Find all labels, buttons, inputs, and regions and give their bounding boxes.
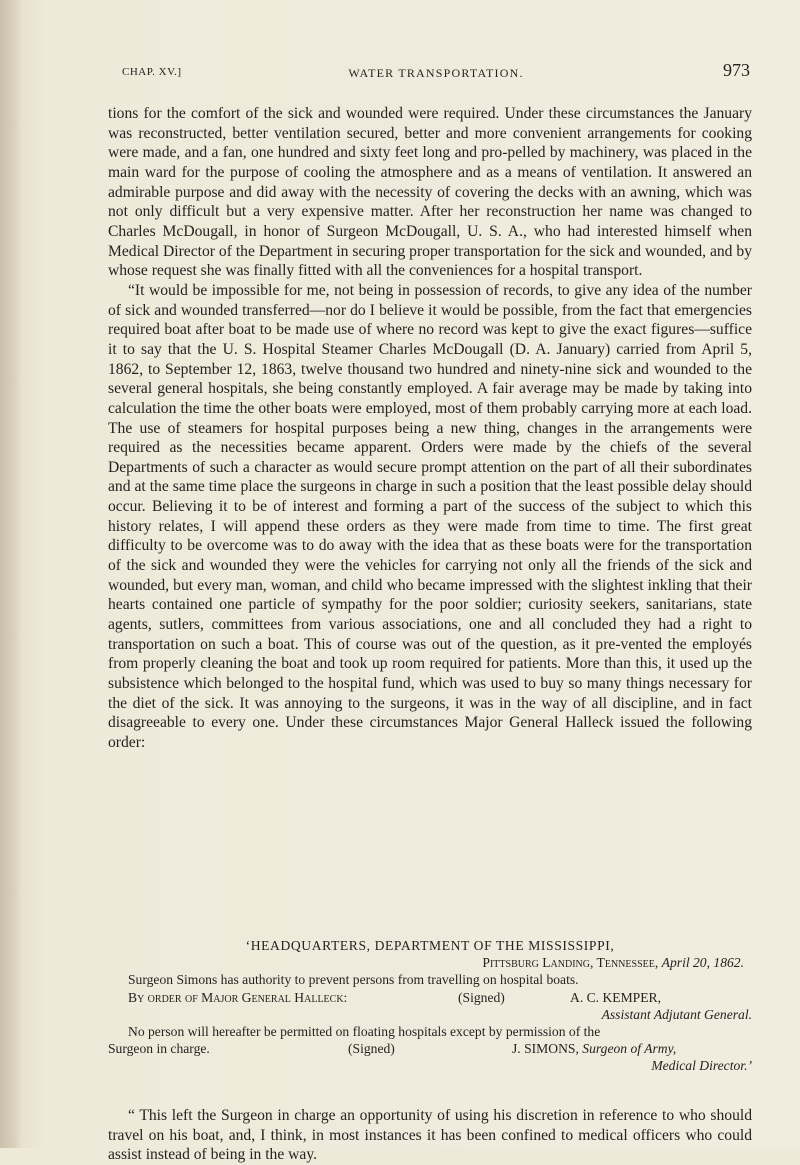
order-signed-2: (Signed) [348, 1041, 395, 1057]
paragraph-closing: “ This left the Surgeon in charge an opportunity of using his discretion in reference to who should travel on his boat, and, I think, in most instances it has been confined to medical officers who could assist instead of being in the way. [108, 1107, 752, 1164]
order-signer-1: A. C. KEMPER, [570, 989, 662, 1005]
military-order [108, 937, 752, 1075]
running-title: WATER TRANSPORTATION. [348, 66, 524, 80]
order-signer-1-title-row [108, 1006, 752, 1023]
order-by-order: By order of Major General Halleck: [128, 989, 348, 1005]
order-signer-2 [512, 1040, 676, 1057]
order-signer-2-title-row [108, 1057, 752, 1074]
paragraph-quote: “It would be impossible for me, not being in possession of records, to give any idea of the number of sick and wounded transferred—nor do I believe it would be possible, from the fact that emergencies required boat after boat to be made use of where no record was kept to give the exact figures—suffice it to say that the U. S. Hospital Steamer Charles McDougall (D. A. January) carried from April 5, 1862, to September 12, 1863, twelve thousand two hundred and ninety-nine sick and wounded to the several general hospitals, she being constantly employed. A fair average may be made by taking into calculation the time the other boats were employed, most of them probably carrying more at each load. The use of steamers for hospital purposes being a new thing, changes in the arrangements were required as the necessities became apparent. Orders were made by the chiefs of the several Departments of such a character as would secure prompt attention on the part of all their subordinates and at the same time place the surgeons in charge in such a position that the least possible delay should occur. Believing it to be of interest and forming a part of the success of the subject to which this history relates, I will append these orders as they were made from time to time. The first great difficulty to be overcome was to do away with the idea that as these boats were for the transportation of the sick and wounded they were the vehicles for carrying not only all the friends of the sick and wounded, but every man, woman, and child who became impressed with the slightest inkling that their hearts contained one particle of sympathy for the poor soldier; curiosity seekers, sanitarians, state agents, sutlers, committees from various associations, one and all concluded they had a right to transportation on such a boat. This of course was out of the question, as it pre-vented the employés from properly cleaning the boat and took up room required for patients. More than this, it used up the subsistence which belonged to the hospital fund, which was used to buy so many things necessary for the diet of the sick. It was annoying to the surgeons, it was in the way of all discipline, and in fact disagreeable to every one. Under these circumstances Major General Halleck issued the following order: [108, 281, 752, 751]
order-heading: ‘HEADQUARTERS, DEPARTMENT OF THE MISSISSIPPI, [245, 938, 615, 953]
body-text [108, 104, 752, 753]
order-line-2: No person will hereafter be permitted on floating hospitals except by permission of the [128, 1023, 601, 1039]
closing-paragraph [108, 1106, 752, 1165]
order-date: April 20, 1862. [661, 955, 744, 971]
order-by-order-row [108, 989, 752, 1006]
paragraph-continued: tions for the comfort of the sick and wounded were required. Under these circumstances the January was reconstructed, better ventilation secured, better and more convenient arrangements for cooking were made, and a fan, one hundred and sixty feet long and pro-pelled by machinery, was placed in the main ward for the purpose of cooling the atmosphere and as a means of ventilation. It answered an admirable purpose and did away with the necessity of covering the decks with an awning, which was not only difficult but a very expensive matter. After her reconstruction her name was changed to Charles McDougall, in honor of Surgeon McDougall, U. S. A., who had interested himself when Medical Director of the Department in securing proper transportation for the sick and wounded, and by whose request she was finally fitted with all the conveniences for a hospital transport. [108, 105, 752, 280]
running-head [122, 62, 750, 82]
order-signer-2-name: J. SIMONS, [512, 1041, 579, 1057]
order-surgeon-row [108, 1040, 752, 1057]
order-signed-1: (Signed) [458, 989, 505, 1005]
chapter-label: CHAP. XV.] [122, 66, 182, 78]
order-place-date [108, 954, 752, 971]
page-number: 973 [723, 60, 750, 80]
order-signer-2-title-1: Surgeon of Army, [582, 1041, 677, 1057]
order-signer-2-title-2: Medical Director.’ [651, 1058, 752, 1074]
order-place: Pittsburg Landing, Tennessee, [482, 955, 659, 971]
page-gutter-shadow [0, 0, 22, 1148]
order-line-1: Surgeon Simons has authority to prevent persons from travelling on hospital boats. [128, 972, 579, 988]
order-line-3: Surgeon in charge. [108, 1041, 210, 1057]
order-signer-1-title: Assistant Adjutant General. [601, 1006, 752, 1022]
